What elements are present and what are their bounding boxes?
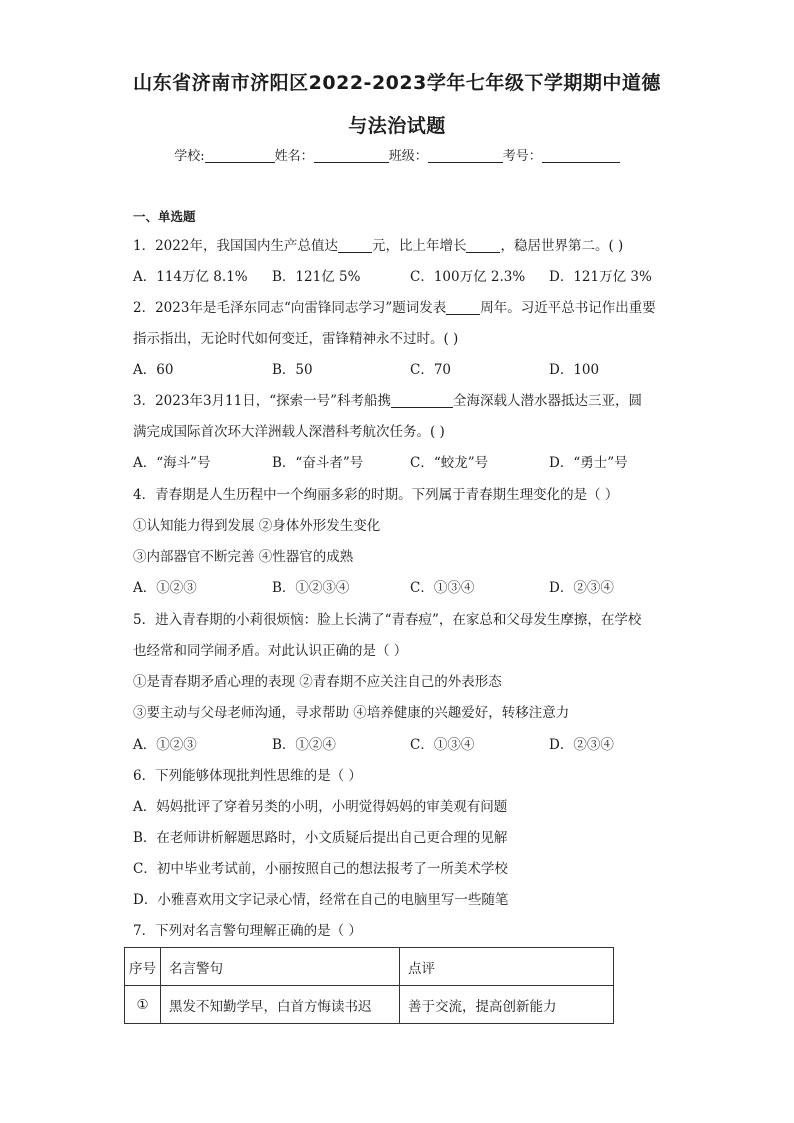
question-3-option-d[interactable]: D．“勇士”号 [549,455,628,471]
school-field[interactable] [205,148,275,163]
name-label: 姓名： [274,149,314,164]
school-label: 学校: [174,149,205,164]
question-1-line-1 [133,234,623,254]
question-5-line-2: 也经常和同学闹矛盾。对此认识正确的是（ ） [133,643,408,659]
question-4-option-a[interactable]: A．①②③ [133,580,197,596]
answer-blank [338,238,372,253]
question-text: 3．2023年3月11日，“探索一号”科考船携 [133,393,392,409]
question-6-option-b[interactable]: B．在老师讲析解题思路时，小文质疑后提出自己更合理的见解 [133,830,508,846]
question-3-line-2: 满完成国际首次环大洋洲载人深潜科考航次任务。( ) [133,424,445,440]
table-cell: 善于交流，提高创新能力 [400,986,614,1024]
class-label: 班级： [388,149,428,164]
question-6-option-c[interactable]: C．初中毕业考试前，小丽按照自己的想法报考了一所美术学校 [133,861,508,877]
question-1-option-d[interactable]: D．121万亿 3% [549,269,652,285]
question-text: 2．2023年是毛泽东同志“向雷锋同志学习”题词发表 [133,300,447,316]
exam-title-line-1: 山东省济南市济阳区2022-2023学年七年级下学期期中道德 [133,72,661,94]
number-label: 考号： [502,149,542,164]
table-row [125,986,614,1024]
question-text: 全海深载人潜水器抵达三亚，圆 [453,393,643,409]
question-2-option-a[interactable]: A．60 [133,362,174,378]
question-text: 周年。习近平总书记作出重要 [480,300,656,316]
question-6-option-a[interactable]: A．妈妈批评了穿着另类的小明，小明觉得妈妈的审美观有问题 [133,799,508,815]
question-4-option-d[interactable]: D．②③④ [549,580,614,596]
question-3-option-c[interactable]: C．“蛟龙”号 [410,455,489,471]
answer-blank [466,238,500,253]
question-5-option-a[interactable]: A．①②③ [133,737,197,753]
question-5-line-4: ③要主动与父母老师沟通，寻求帮助 ④培养健康的兴趣爱好，转移注意力 [133,705,570,721]
question-1-option-a[interactable]: A．114万亿 8.1% [133,269,248,285]
question-4-line-2: ①认知能力得到发展 ②身体外形发生变化 [133,518,381,534]
question-2-option-c[interactable]: C．70 [410,362,452,378]
class-field[interactable] [428,148,503,163]
question-5-option-b[interactable]: B．①②④ [272,737,336,753]
question-text: ，稳居世界第二。( ) [500,238,624,254]
exam-title-line-2: 与法治试题 [348,115,446,137]
question-4-line-3: ③内部器官不断完善 ④性器官的成熟 [133,549,354,565]
quotes-table [124,947,614,1024]
question-5-option-d[interactable]: D．②③④ [549,737,614,753]
question-4-option-c[interactable]: C．①③④ [410,580,475,596]
table-header-row [125,948,614,986]
question-2-option-b[interactable]: B．50 [272,362,313,378]
table-header-cell: 点评 [400,948,614,986]
question-5-line-1: 5．进入青春期的小莉很烦恼：脸上长满了“青春痘”，在家总和父母发生摩擦，在学校 [133,612,642,628]
question-1-option-c[interactable]: C．100万亿 2.3% [410,269,526,285]
student-info-row [0,145,794,164]
section-heading: 一、单选题 [133,209,196,224]
question-3-option-a[interactable]: A．“海斗”号 [133,455,211,471]
question-6-line-1: 6．下列能够体现批判性思维的是（ ） [133,768,362,784]
number-field[interactable] [542,148,620,163]
question-2-option-d[interactable]: D．100 [549,362,600,378]
question-5-option-c[interactable]: C．①③④ [410,737,475,753]
table-header-cell: 序号 [125,948,161,986]
question-3-option-b[interactable]: B．“奋斗者”号 [272,455,364,471]
question-text: 1．2022年，我国国内生产总值达 [133,238,338,254]
question-1-option-b[interactable]: B．121亿 5% [272,269,361,285]
question-4-line-1: 4．青春期是人生历程中一个绚丽多彩的时期。下列属于青春期生理变化的是（ ） [133,487,619,503]
question-text: 元，比上年增长 [371,238,467,254]
answer-blank [446,300,480,315]
question-3-line-1 [133,389,642,409]
question-7-line-1: 7．下列对名言警句理解正确的是（ ） [133,923,362,939]
question-5-line-3: ①是青春期矛盾心理的表现 ②青春期不应关注自己的外表形态 [133,674,502,690]
question-2-line-2: 指示指出，无论时代如何变迁，雷锋精神永不过时。( ) [133,331,459,347]
table-cell: ① [125,986,161,1024]
question-6-option-d[interactable]: D．小雅喜欢用文字记录心情，经常在自己的电脑里写一些随笔 [133,892,509,908]
question-2-line-1 [133,296,656,316]
table-cell: 黑发不知勤学早，白首方悔读书迟 [161,986,400,1024]
name-field[interactable] [314,148,389,163]
question-4-option-b[interactable]: B．①②③④ [272,580,350,596]
answer-blank [391,393,453,408]
table-header-cell: 名言警句 [161,948,400,986]
